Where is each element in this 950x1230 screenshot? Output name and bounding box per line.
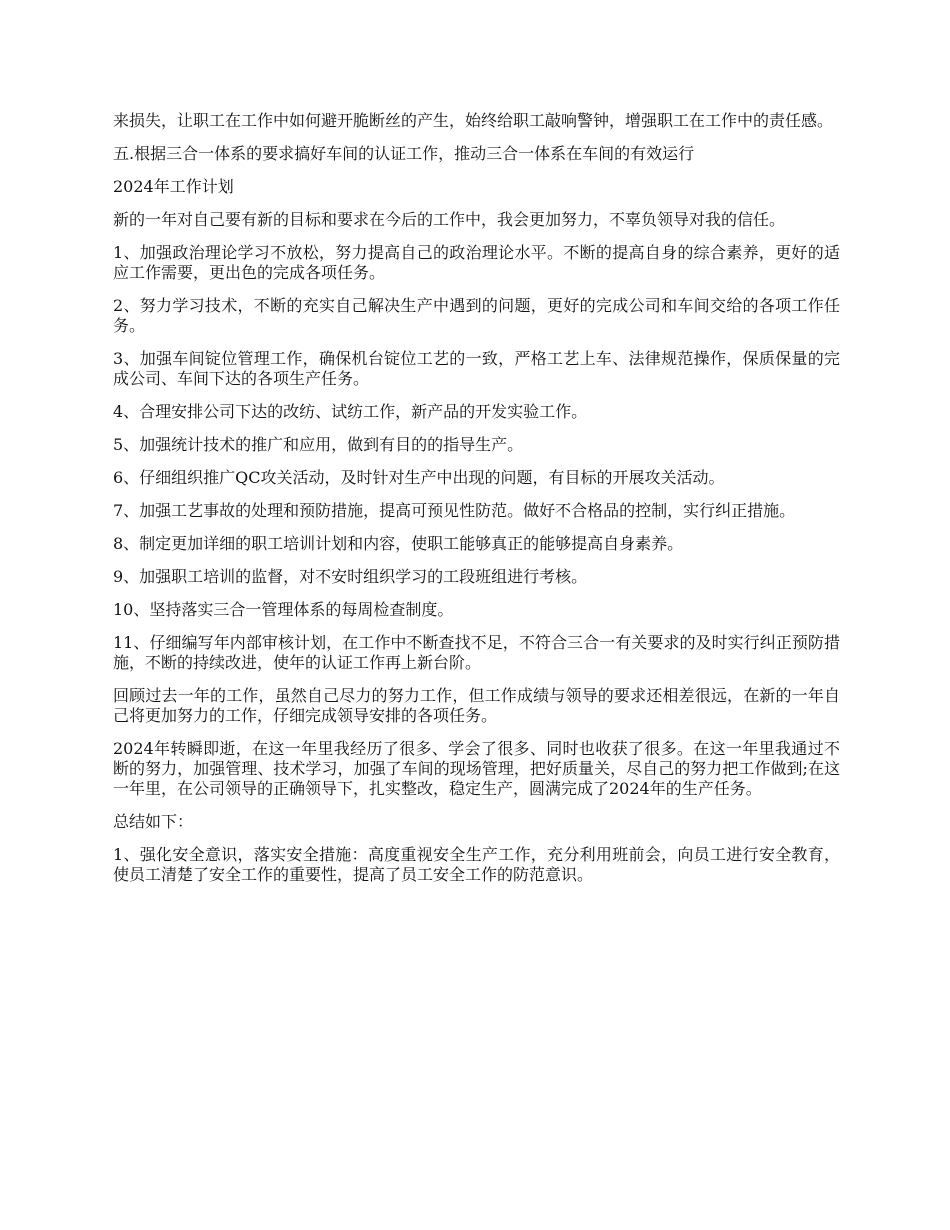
- plan-item-9: 9、加强职工培训的监督，对不安时组织学习的工段班组进行考核。: [113, 567, 588, 586]
- plan-item-8: 8、制定更加详细的职工培训计划和内容，使职工能够真正的能够提高自身素养。: [113, 534, 684, 553]
- paragraph-review: 回顾过去一年的工作，虽然自己尽力的努力工作，但工作成绩与领导的要求还相差很远，在新的一年自己将更加努力的工作，仔细完成领导安排的各项任务。: [113, 686, 840, 725]
- plan-item-11: 11、仔细编写年内部审核计划，在工作中不断查找不足，不符合三合一有关要求的及时实行纠正预防措施，不断的持续改进，使年的认证工作再上新台阶。: [113, 633, 840, 672]
- plan-item-4: 4、合理安排公司下达的改纺、试纺工作，新产品的开发实验工作。: [113, 402, 588, 421]
- plan-item-6: 6、仔细组织推广QC攻关活动，及时针对生产中出现的问题，有目标的开展攻关活动。: [113, 468, 725, 487]
- plan-item-10: 10、坚持落实三合一管理体系的每周检查制度。: [113, 600, 454, 619]
- paragraph-plan-heading: 2024年工作计划: [113, 177, 234, 196]
- plan-item-3: 3、加强车间锭位管理工作，确保机台锭位工艺的一致，严格工艺上车、法律规范操作，保质保量的完成公司、车间下达的各项生产任务。: [113, 349, 840, 388]
- plan-item-7: 7、加强工艺事故的处理和预防措施，提高可预见性防范。做好不合格品的控制，实行纠正措施。: [113, 501, 796, 520]
- plan-item-1: 1、加强政治理论学习不放松，努力提高自己的政治理论水平。不断的提高自身的综合素养，更好的适应工作需要，更出色的完成各项任务。: [113, 243, 840, 282]
- plan-item-2: 2、努力学习技术，不断的充实自己解决生产中遇到的问题，更好的完成公司和车间交给的各项工作任务。: [113, 296, 840, 335]
- document-page: [113, 111, 840, 898]
- paragraph-plan-intro: 新的一年对自己要有新的目标和要求在今后的工作中，我会更加努力，不辜负领导对我的信任。: [113, 210, 786, 229]
- plan-item-5: 5、加强统计技术的推广和应用，做到有目的的指导生产。: [113, 435, 524, 454]
- paragraph-summary-heading: 总结如下：: [113, 812, 194, 831]
- paragraph-section-five: 五.根据三合一体系的要求搞好车间的认证工作，推动三合一体系在车间的有效运行: [113, 144, 695, 163]
- summary-item-1: 1、强化安全意识，落实安全措施：高度重视安全生产工作，充分利用班前会，向员工进行安全教育，使员工清楚了安全工作的重要性，提高了员工安全工作的防范意识。: [113, 845, 840, 884]
- paragraph-continuation: 来损失，让职工在工作中如何避开脆断丝的产生，始终给职工敲响警钟，增强职工在工作中的责任感。: [113, 111, 834, 130]
- paragraph-year-summary: 2024年转瞬即逝，在这一年里我经历了很多、学会了很多、同时也收获了很多。在这一年里我通过不断的努力，加强管理、技术学习，加强了车间的现场管理，把好质量关，尽自己的努力把工作做到;在这一年里，在公司领导的正确领导下，扎实整改，稳定生产，圆满完成了2024年的生产任务。: [113, 739, 840, 798]
